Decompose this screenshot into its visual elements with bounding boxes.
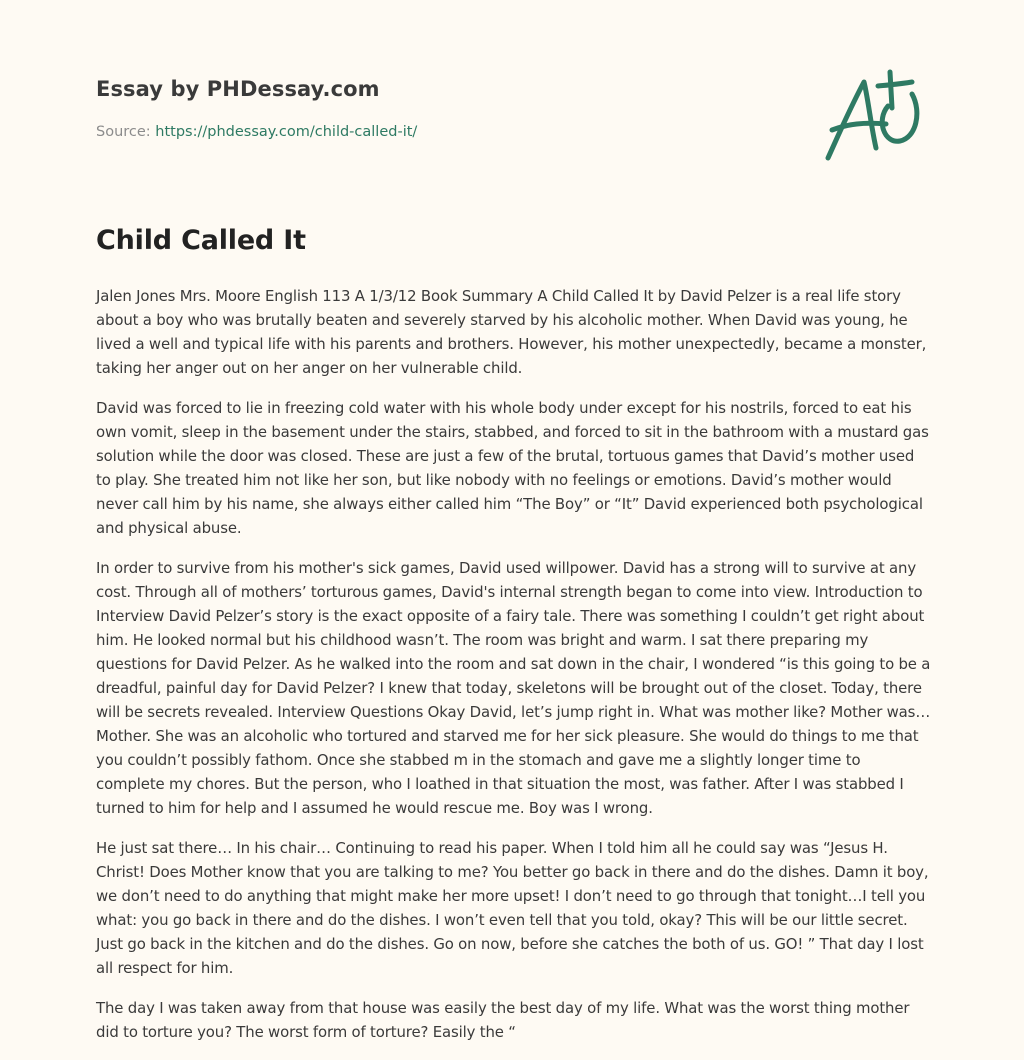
essay-paragraph: Jalen Jones Mrs. Moore English 113 A 1/3/12 Book Summary A Child Called It by David Pelzer is a real life story about a boy who was brutally beaten and severely starved by his alcoholic mother. When David was young, he lived a well and typical life with his parents and brothers. However, his mother unexpectedly, became a monster, taking her anger out on her anger on her vulnerable child. [96,287,927,377]
essay-paragraph: In order to survive from his mother's sick games, David used willpower. David has a strong will to survive at any cost. Through all of mothers’ torturous games, David's internal strength began to come into view. Introduction to Interview David Pelzer’s story is the exact opposite of a fairy tale. There was something I couldn’t get right about him. He looked normal but his childhood wasn’t. The room was bright and warm. I sat there preparing my questions for David Pelzer. As he walked into the room and sat down in the chair, I wondered “is this going to be a dreadful, painful day for David Pelzer? I knew that today, skeletons will be brought out of the closet. Today, there will be secrets revealed. Interview Questions Okay David, let’s jump right in. What was mother like? Mother was… Mother. She was an alcoholic who tortured and starved me for her sick pleasure. She would do things to me that you couldn’t possibly fathom. Once she stabbed m in the stomach and gave me a slightly longer time to complete my chores. But the person, who I loathed in that situation the most, was father. After I was stabbed I turned to him for help and I assumed he would rescue me. Boy was I wrong. [96,559,931,817]
source-link[interactable]: https://phdessay.com/child-called-it/ [155,124,418,140]
a-plus-grade-icon [824,68,930,166]
essay-title: Child Called It [96,225,306,256]
essay-paragraph: The day I was taken away from that house was easily the best day of my life. What was the worst thing mother did to torture you? The worst form of torture? Easily the “ [96,999,910,1041]
brand-title: Essay by PHDessay.com [96,77,380,101]
essay-paragraph: David was forced to lie in freezing cold water with his whole body under except for his nostrils, forced to eat his own vomit, sleep in the basement under the stairs, stabbed, and forced to sit in the bathroom with a mustard gas solution while the door was closed. These are just a few of the brutal, tortuous games that David’s mother used to play. She treated him not like her son, but like nobody with no feelings or emotions. David’s mother would never call him by his name, she always either called him “The Boy” or “It” David experienced both psychological and physical abuse. [96,399,929,537]
essay-page [96,0,931,1060]
source-label: Source: [96,124,156,140]
source-line [96,124,417,140]
site-header [96,74,931,184]
essay-body [96,284,931,1060]
essay-paragraph: He just sat there… In his chair… Continuing to read his paper. When I told him all he could say was “Jesus H. Christ! Does Mother know that you are talking to me? You better go back in there and do the dishes. Damn it boy, we don’t need to do anything that might make her more upset! I don’t need to go through that tonight…I tell you what: you go back in there and do the dishes. I won’t even tell that you told, okay? This will be our little secret. Just go back in the kitchen and do the dishes. Go on now, before she catches the both of us. GO! ” That day I lost all respect for him. [96,839,929,977]
